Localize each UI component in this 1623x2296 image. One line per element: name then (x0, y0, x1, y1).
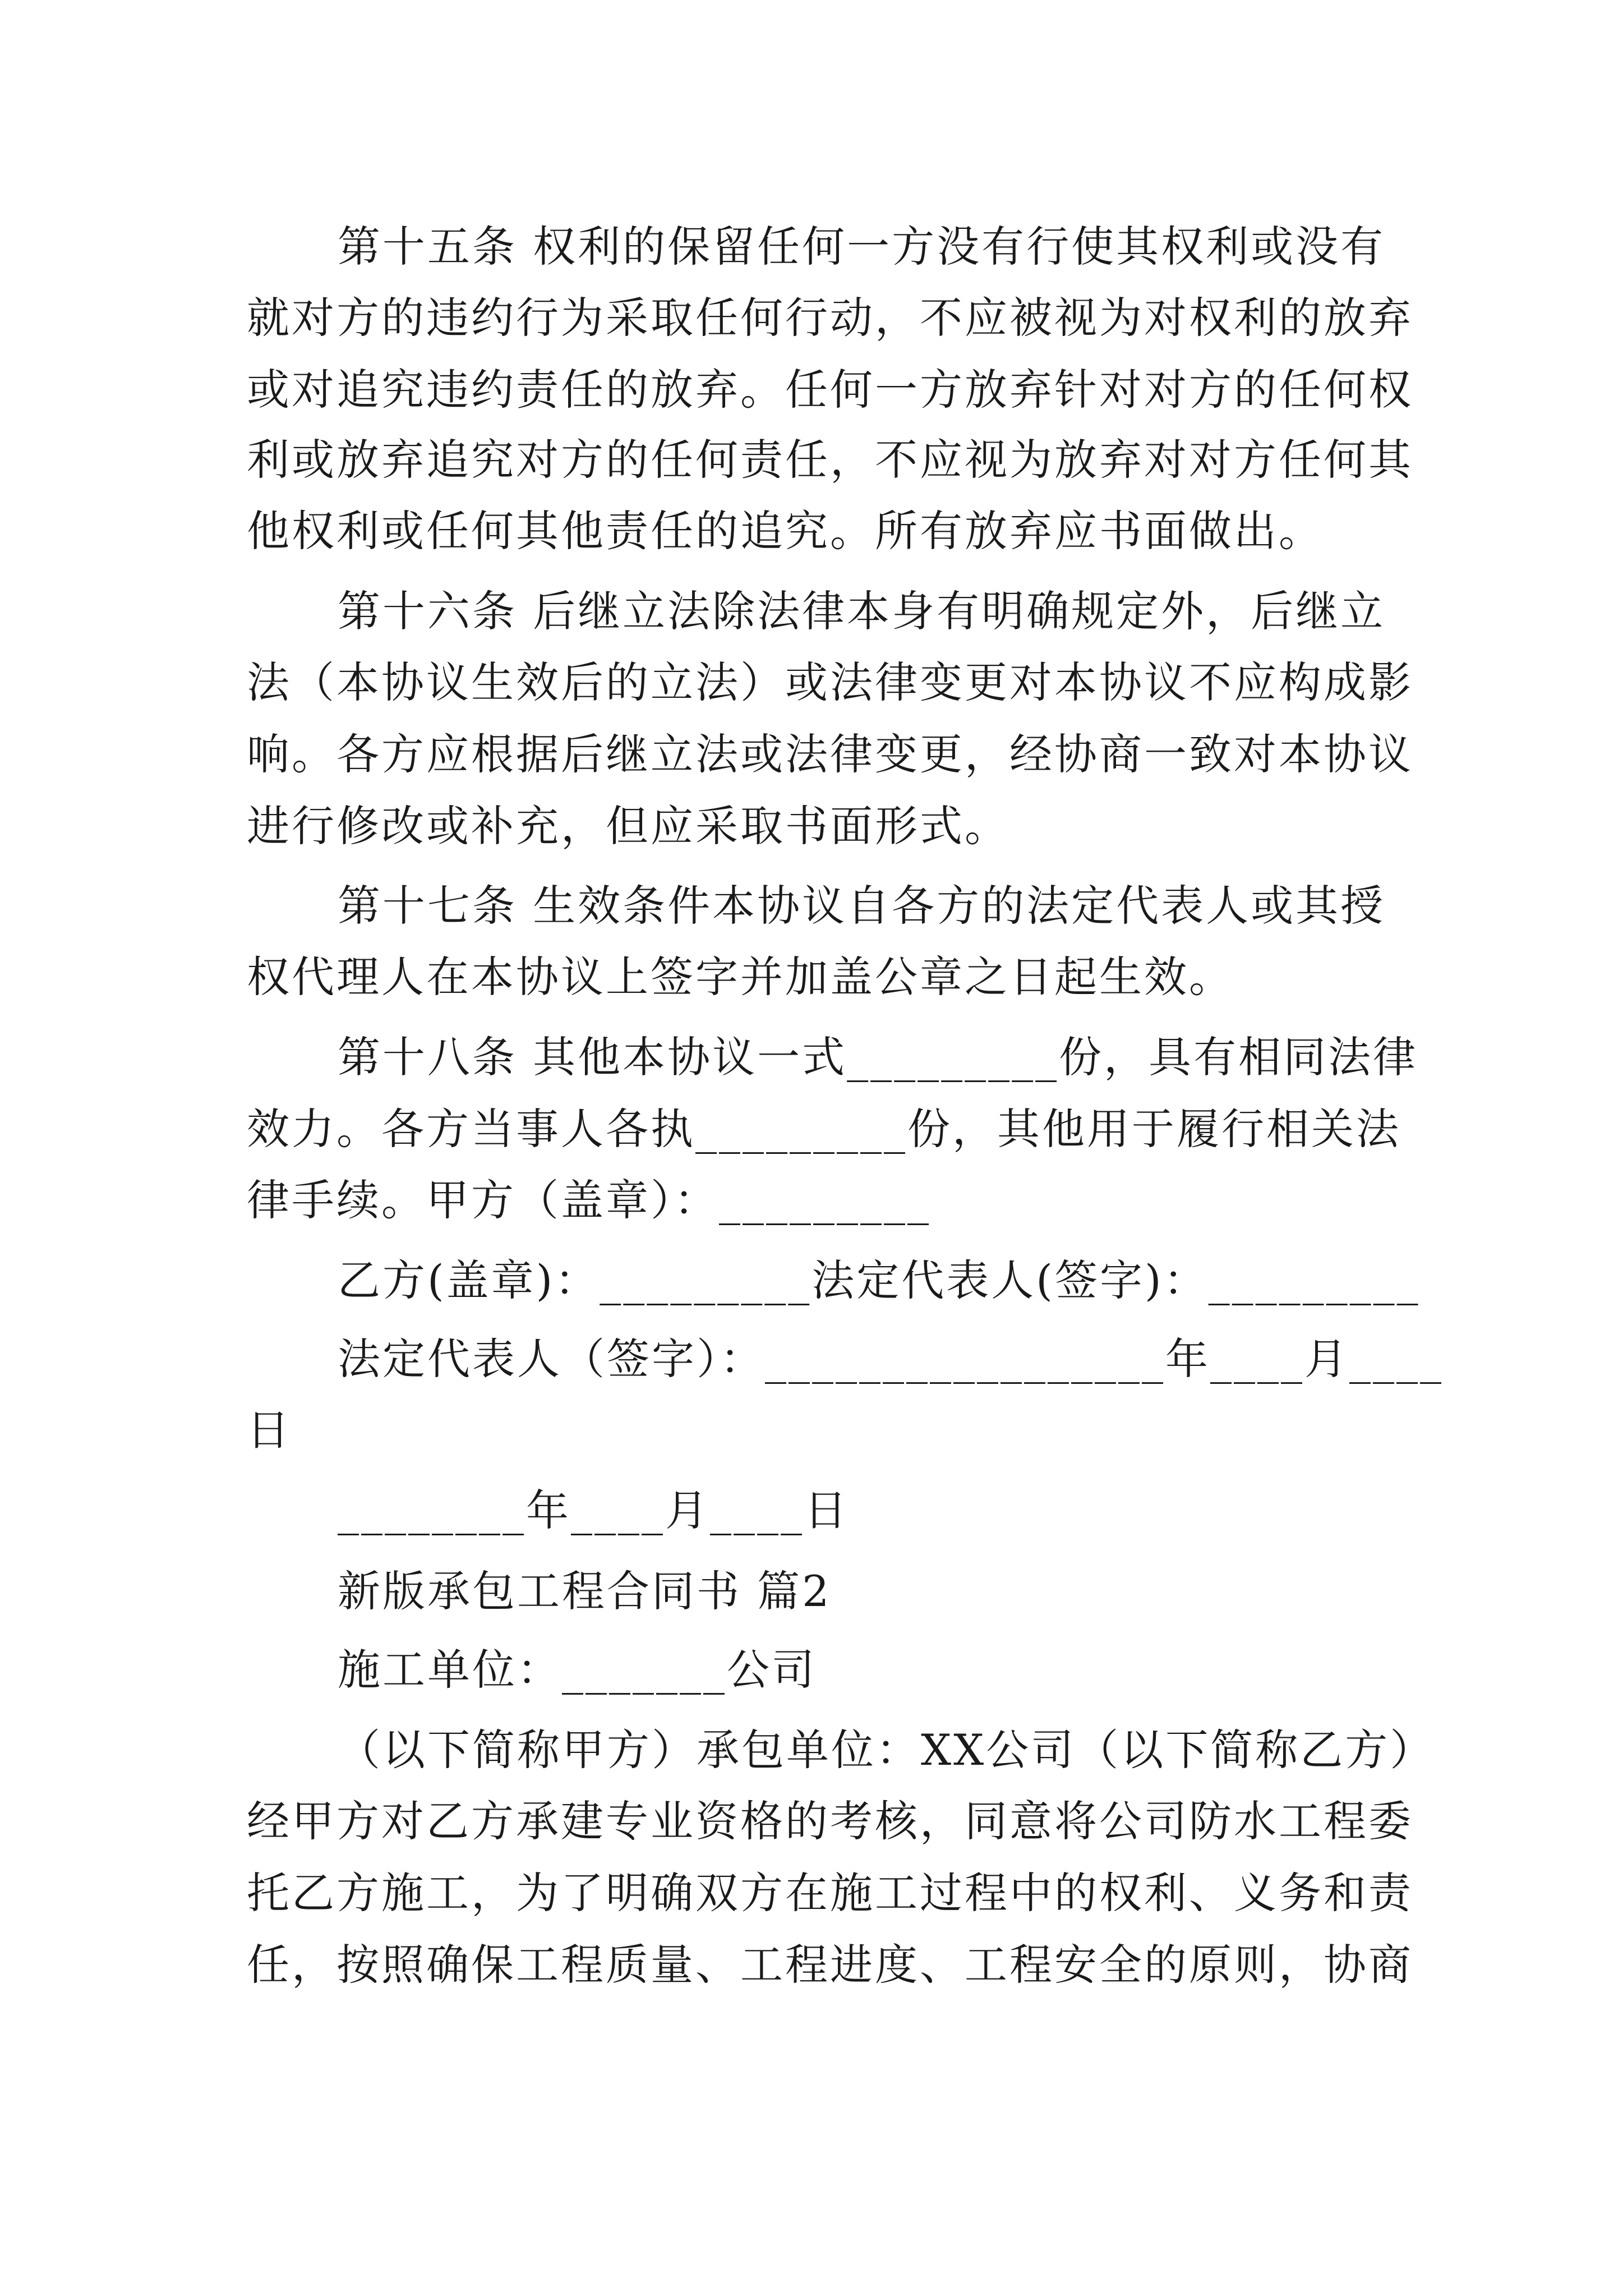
text-line: 第十五条 权利的保留任何一方没有行使其权利或没有 (338, 222, 1386, 272)
text-line: 施工单位：_______公司 (338, 1645, 817, 1695)
text-line: 效力。各方当事人各执_________份，其他用于履行相关法 (247, 1104, 1401, 1154)
text-line: 进行修改或补充，但应采取书面形式。 (247, 801, 1009, 851)
text-line: ________年____月____日 (338, 1485, 849, 1535)
text-line: 法（本协议生效后的立法）或法律变更对本协议不应构成影 (247, 657, 1413, 707)
text-line: 权代理人在本协议上签字并加盖公章之日起生效。 (247, 952, 1234, 1002)
text-line: 日 (247, 1405, 292, 1455)
text-line: 或对追究违约责任的放弃。任何一方放弃针对对方的任何权 (247, 365, 1413, 415)
text-line: 律手续。甲方（盖章）：_________ (247, 1175, 931, 1225)
text-line: 第十七条 生效条件本协议自各方的法定代表人或其授 (338, 881, 1386, 931)
text-line: 第十八条 其他本协议一式_________份，具有相同法律 (338, 1032, 1418, 1082)
text-line: （以下简称甲方）承包单位：XX公司（以下简称乙方） (338, 1725, 1435, 1775)
text-line: 响。各方应根据后继立法或法律变更，经协商一致对本协议 (247, 729, 1413, 779)
text-line: 乙方(盖章)：_________法定代表人(签字)：_________ (338, 1255, 1421, 1305)
text-line: 利或放弃追究对方的任何责任，不应视为放弃对对方任何其 (247, 435, 1413, 485)
text-line: 第十六条 后继立法除法律本身有明确规定外，后继立 (338, 586, 1386, 636)
text-line: 经甲方对乙方承建专业资格的考核，同意将公司防水工程委 (247, 1796, 1413, 1846)
text-line: 就对方的违约行为采取任何行动，不应被视为对权利的放弃 (247, 293, 1413, 343)
text-line: 他权利或任何其他责任的追究。所有放弃应书面做出。 (247, 506, 1324, 556)
section-heading: 新版承包工程合同书 篇2 (338, 1566, 832, 1616)
text-line: 任，按照确保工程质量、工程进度、工程安全的原则，协商 (247, 1940, 1413, 1990)
text-line: 法定代表人（签字）：_________________年____月____ (338, 1334, 1444, 1384)
text-line: 托乙方施工，为了明确双方在施工过程中的权利、义务和责 (247, 1868, 1413, 1918)
